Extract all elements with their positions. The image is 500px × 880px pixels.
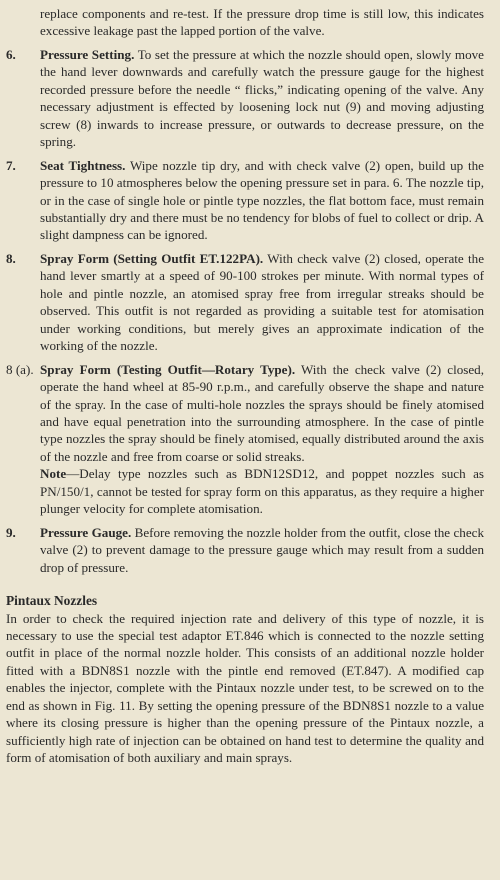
item-body xyxy=(40,361,484,466)
item-number: 9. xyxy=(6,524,16,540)
item-body xyxy=(40,524,484,576)
item-spray-form-setting xyxy=(6,250,484,355)
item-body xyxy=(40,157,484,244)
item-number: 6. xyxy=(6,46,16,62)
item-number: 8 (a). xyxy=(6,361,34,377)
item-text: With the check valve (2) closed, operate the hand wheel at 85-90 r.p.m., and carefully observe the shape and nature of the spray. In the case of multi-hole nozzles the sprays should be finely atomised and have equal penetration into the surrounding atmosphere. In the case of pintle type nozzles the spray should be finely atomised, equally distributed around the axis of the nozzle and free from coarse or solid streaks. xyxy=(40,361,484,464)
item-body xyxy=(40,46,484,151)
item-title: Pressure Gauge. xyxy=(40,524,132,540)
note-label: Note xyxy=(40,466,67,482)
note-text: —Delay type nozzles such as BDN12SD12, and poppet nozzles such as PN/150/1, cannot be tested for spray form on this apparatus, as they require a higher plunger velocity for complete atomisation. xyxy=(40,466,484,517)
item-title: Spray Form (Testing Outfit—Rotary Type). xyxy=(40,361,296,377)
section-heading: Pintaux Nozzles xyxy=(6,593,98,609)
item-title: Seat Tightness. xyxy=(40,157,126,173)
item-pressure-gauge xyxy=(6,524,484,576)
item-text: Before removing the nozzle holder from the outfit, close the check valve (2) to prevent damage to the pressure gauge which may result from a sudden drop of pressure. xyxy=(40,524,484,575)
item-title: Spray Form (Setting Outfit ET.122PA). xyxy=(40,250,264,266)
item-text: To set the pressure at which the nozzle should open, slowly move the hand lever downwards and carefully watch the pressure gauge for the highest recorded pressure before the needle “ flicks,” indicating opening of the valve. Any necessary adjustment is effected by loosening lock nut (9) and moving adjusting screw (8) inwards to increase pressure, or outwards to decrease pressure, on the spring. xyxy=(40,46,484,150)
item-seat-tightness xyxy=(6,157,484,244)
item-number: 7. xyxy=(6,157,16,173)
item-title: Pressure Setting. xyxy=(40,46,135,62)
item-number: 8. xyxy=(6,250,16,266)
section-paragraph: In order to check the required injection rate and delivery of this type of nozzle, it is necessary to use the special test adaptor ET.846 which is connected to the nozzle setting outfit in place of the normal nozzle holder. This consists of an additional nozzle holder fitted with a BDN8S1 nozzle with the pintle end removed (ET.847). A modified cap enables the injector, complete with the Pintaux nozzle under test, to be screwed on to the end as shown in Fig. 11. By setting the opening pressure of the BDN8S1 nozzle to a value where its closing pressure is higher than the opening pressure of the Pintaux nozzle, a sufficiently high rate of injection can be obtained on hand test to determine the quality and form of atomisation of both auxiliary and main sprays. xyxy=(6,610,484,766)
item-text: With check valve (2) closed, operate the hand lever smartly at a speed of 90-100 strokes per minute. With normal types of hole and pintle nozzle, an atomised spray free from irregular streaks should be observed. This outfit is not regarded as providing a suitable test for atomisation under working conditions, but merely gives an approximate indication of the working of the nozzle. xyxy=(40,250,485,354)
item-body xyxy=(40,250,484,355)
item-spray-form-rotary xyxy=(6,361,484,466)
note-paragraph xyxy=(6,465,484,517)
item-text: Wipe nozzle tip dry, and with check valve (2) open, build up the pressure to 10 atmospheres below the opening pressure set in para. 6. The nozzle tip, or in the case of single hole or pintle type nozzles, the flat bottom face, must remain substantially dry and there must be no tendency for blobs of fuel to collect or drip. A slight dampness can be ignored. xyxy=(40,157,484,243)
continuation-paragraph: replace components and re-test. If the pressure drop time is still low, this indicates excessive leakage past the lapped portion of the valve. xyxy=(40,6,484,39)
item-pressure-setting xyxy=(6,46,484,151)
